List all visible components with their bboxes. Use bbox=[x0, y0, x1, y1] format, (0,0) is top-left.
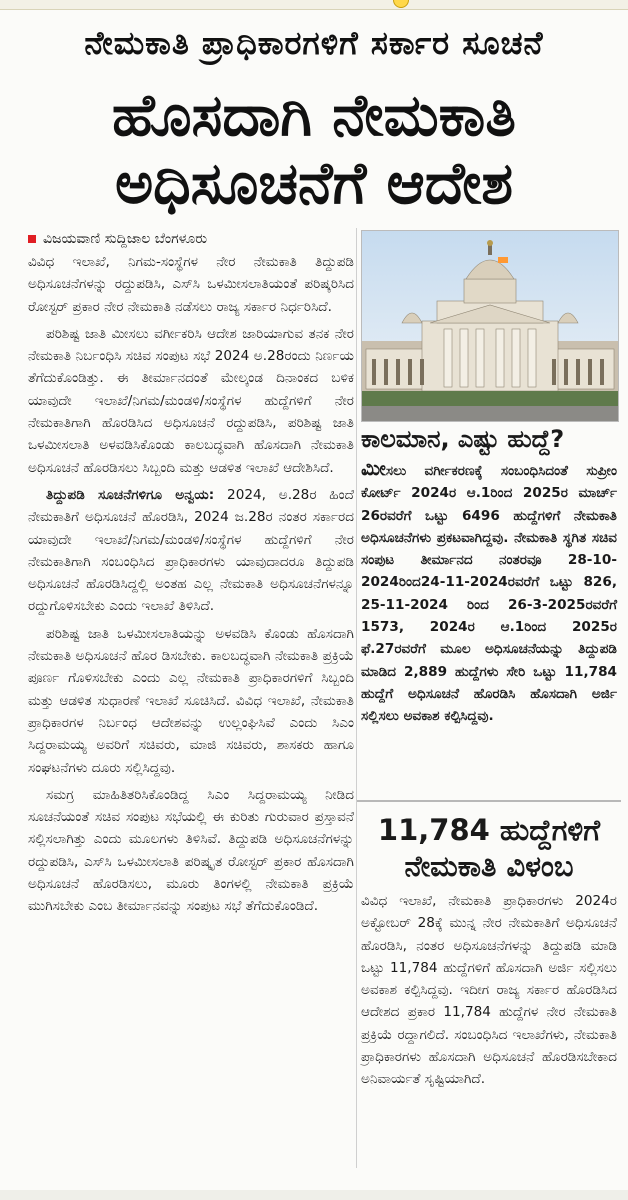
column-divider bbox=[356, 228, 357, 1168]
previous-article-strip bbox=[0, 0, 628, 10]
kicker-headline: ನೇಮಕಾತಿ ಪ್ರಾಧಿಕಾರಗಳಿಗೆ ಸರ್ಕಾರ ಸೂಚನೆ bbox=[84, 24, 544, 62]
page-bottom-edge bbox=[0, 1190, 628, 1200]
strip-marker-icon bbox=[393, 0, 409, 8]
sidebar-paragraph-text: ಸಲು ವರ್ಗೀಕರಣಕ್ಕೆ ಸಂಬಂಧಿಸಿದಂತೆ ಸುಪ್ರೀಂ ಕೋರ್ಟ್ 2024ರ ಆ.1ರಿಂದ 2025ರ ಮಾರ್ಚ್ 26ರವರೆಗೆ ಒಟ್ಟು 6496 ಹುದ್ದೆಗಳಿಗೆ ನೇಮಕಾತಿ ಅಧಿಸೂಚನೆಗಳು ಪ್ರಕಟವಾಗಿದ್ದವು. ನೇಮಕಾತಿ ಸ್ಥಗಿತ ಸಚಿವ ಸಂಪುಟ ತೀರ್ಮಾನದ ನಂತರವೂ 28-10-2024ರಿಂದ24-11-2024ರವರೆಗೆ ಒಟ್ಟು 826, 25-11-2024 ರಿಂದ 26-3-2025ರವರೆಗೆ 1573, 2024ರ ಆ.1ರಿಂದ 2025ರ ಫೆ.27ರವರೆಗೆ ಮೂಲ ಅಧಿಸೂಚನೆಯನ್ನು ತಿದ್ದುಪಡಿ ಮಾಡಿದ 2,889 ಹುದ್ದೆಗಳು ಸೇರಿ ಒಟ್ಟು 11,784 ಹುದ್ದೆಗೆ ಅಧಿಸೂಚನೆ ಹೊರಡಿಸಿ ಹೊಸದಾಗಿ ಅರ್ಜಿ ಸಲ್ಲಿಸಲು ಅವಕಾಶ ಕಲ್ಪಿಸಿದ್ದವು. bbox=[361, 463, 617, 725]
sidebar-separator bbox=[357, 800, 621, 802]
sidebar-delay-text bbox=[361, 890, 617, 1096]
main-headline-line-1: ಹೊಸದಾಗಿ ನೇಮಕಾತಿ bbox=[112, 81, 516, 149]
vidhana-soudha-photo bbox=[361, 230, 619, 422]
sidebar-heading-timeline: ಕಾಲಮಾನ, ಎಷ್ಟು ಹುದ್ದೆ? bbox=[361, 425, 565, 453]
sidebar-heading-line-1: 11,784 ಹುದ್ದೆಗಳಿಗೆ bbox=[377, 813, 601, 847]
sidebar-paragraph: ವಿವಿಧ ಇಲಾಖೆ, ನೇಮಕಾತಿ ಪ್ರಾಧಿಕಾರಗಳು 2024ರ ಅಕ್ಟೋಬರ್ 28ಕ್ಕೆ ಮುನ್ನ ನೇರ ನೇಮಕಾತಿಗೆ ಅಧಿಸೂಚನೆ ಹೊರಡಿಸಿ, ನಂತರ ಅಧಿಸೂಚನೆಗಳನ್ನು ತಿದ್ದುಪಡಿ ಮಾಡಿ ಒಟ್ಟು 11,784 ಹುದ್ದೆಗಳಿಗೆ ಹೊಸದಾಗಿ ಅರ್ಜಿ ಸಲ್ಲಿಸಲು ಅವಕಾಶ ಕಲ್ಪಿಸಿದ್ದವು. ಇದೀಗ ರಾಜ್ಯ ಸರ್ಕಾರ ಹೊರಡಿಸಿದ ಆದೇಶದ ಪ್ರಕಾರ 11,784 ಹುದ್ದೆಗಳ ನೇರ ನೇಮಕಾತಿ ಪ್ರಕ್ರಿಯೆ ರದ್ದಾಗಲಿದೆ. ಸಂಬಂಧಿಸಿದ ಇಲಾಖೆಗಳು, ನೇಮಕಾತಿ ಪ್ರಾಧಿಕಾರಗಳು ಹೊಸದಾಗಿ ಅಧಿಸೂಚನೆ ಹೊರಡಿಸಬೇಕಾದ ಅನಿವಾರ್ಯತೆ ಸೃಷ್ಟಿಯಾಗಿದೆ. bbox=[361, 893, 617, 1088]
drop-cap: ಮೀ bbox=[361, 456, 386, 480]
byline bbox=[28, 228, 354, 250]
article-paragraph: ಸಮಗ್ರ ಮಾಹಿತಿತರಿಸಿಕೊಂಡಿದ್ದ ಸಿಎಂ ಸಿದ್ದರಾಮಯ್ಯ ನೀಡಿದ ಸೂಚನೆಯಂತೆ ಸಚಿವ ಸಂಪುಟ ಸಭೆಯಲ್ಲಿ ಈ ಕುರಿತು ಗುರುವಾರ ಪ್ರಸ್ತಾವನೆ ಸಲ್ಲಿಸಲಾಗಿತ್ತು ಎಂದು ಮೂಲಗಳು ತಿಳಿಸಿವೆ. ತಿದ್ದುಪಡಿ ಅಧಿಸೂಚನೆಗಳನ್ನು ರದ್ದುಪಡಿಸಿ, ಎಸ್‌ಸಿ ಒಳಮೀಸಲಾತಿ ಪರಿಷ್ಕೃತ ರೋಸ್ಟರ್ ಪ್ರಕಾರ ಹೊಸದಾಗಿ ಅಧಿಸೂಚನೆ ಹೊರಡಿಸಲು, ಮೂರು ತಿಂಗಳಲ್ಲಿ ನೇಮಕಾತಿ ಪ್ರಕ್ರಿಯೆ ಮುಗಿಸಬೇಕು ಎಂಬ ತೀರ್ಮಾನವನ್ನು ಸಂಪುಟ ಸಭೆ ತೆಗೆದುಕೊಂಡಿದೆ. bbox=[28, 786, 354, 915]
article-paragraph: ಪರಿಶಿಷ್ಟ ಜಾತಿ ಮೀಸಲು ವರ್ಗೀಕರಿಸಿ ಆದೇಶ ಜಾರಿಯಾಗುವ ತನಕ ನೇರ ನೇಮಕಾತಿ ನಿರ್ಬಂಧಿಸಿ ಸಚಿವ ಸಂಪುಟ ಸಭೆ 2024 ಅ.28ರಂದು ನಿರ್ಣಯ ತೆಗೆದುಕೊಂಡಿತ್ತು. ಈ ತೀರ್ಮಾನದಂತೆ ಮೇಲ್ಕಂಡ ದಿನಾಂಕದ ಬಳಿಕ ಯಾವುದೇ ಇಲಾಖೆ/ನಿಗಮ/ಮಂಡಳಿ/ಸಂಸ್ಥೆಗಳ ಹುದ್ದೆಗಳಿಗೆ ನೇರ ನೇಮಕಾತಿಗಾಗಿ ಹೊರಡಿಸಿದ ಅಧಿಸೂಚನೆ ರದ್ದುಪಡಿಸಿ, ಪರಿಶಿಷ್ಟ ಜಾತಿ ಒಳಮೀಸಲಾತಿ ಅಳವಡಿಸಿಕೊಂಡು ಕಾಲಬದ್ಧವಾಗಿ ಹೊಸದಾಗಿ ನೇಮಕಾತಿ ಅಧಿಸೂಚನೆ ಹೊರಡಿಸಲು ಸಿಬ್ಬಂದಿ ಮತ್ತು ಆಡಳಿತ ಇಲಾಖೆ ಆದೇಶಿಸಿದೆ. bbox=[28, 325, 354, 476]
red-square-icon bbox=[28, 235, 36, 243]
subhead-inline: ತಿದ್ದುಪಡಿ ಸೂಚನೆಗಳಿಗೂ ಅನ್ವಯ: bbox=[46, 486, 215, 503]
sidebar-heading-delay bbox=[361, 812, 617, 884]
byline-text: ವಿಜಯವಾಣಿ ಸುದ್ದಿಜಾಲ ಬೆಂಗಳೂರು bbox=[43, 231, 208, 247]
sidebar-timeline-text bbox=[361, 457, 617, 733]
sidebar-paragraph bbox=[361, 457, 617, 728]
sidebar-heading-line-2: ನೇಮಕಾತಿ ವಿಳಂಬ bbox=[404, 849, 574, 883]
article-paragraph: ವಿವಿಧ ಇಲಾಖೆ, ನಿಗಮ-ಸಂಸ್ಥೆಗಳ ನೇರ ನೇಮಕಾತಿ ತಿದ್ದುಪಡಿ ಅಧಿಸೂಚನೆಗಳನ್ನು ರದ್ದುಪಡಿಸಿ, ಎಸ್‌ಸಿ ಒಳಮೀಸಲಾತಿಯಂತೆ ಪರಿಷ್ಕರಿಸಿದ ರೋಸ್ಟರ್ ಪ್ರಕಾರ ನೇರ ನೇಮಕಾತಿ ನಡೆಸಲು ರಾಜ್ಯ ಸರ್ಕಾರ ನಿರ್ಧರಿಸಿದೆ. bbox=[28, 254, 354, 315]
main-headline-line-2: ಅಧಿಸೂಚನೆಗೆ ಆದೇಶ bbox=[114, 149, 514, 217]
paragraph-text: 2024, ಅ.28ರ ಹಿಂದೆ ನೇಮಕಾತಿಗೆ ಅಧಿಸೂಚನೆ ಹೊರಡಿಸಿ, 2024 ಜ.28ರ ನಂತರ ಸರ್ಕಾರದ ಯಾವುದೇ ಇಲಾಖೆ/ನಿಗಮ/ಮಂಡಳಿ/ಸಂಸ್ಥೆಗಳ ಹುದ್ದೆಗಳಿಗೆ ನೇರ ನೇಮಕಾತಿಗಾಗಿ ಸಂಬಂಧಿಸಿದ ಪ್ರಾಧಿಕಾರಗಳು ಯಾವುದಾದರೂ ತಿದ್ದುಪಡಿ ಅಧಿಸೂಚನೆ ಹೊರಡಿಸಿದ್ದಲ್ಲಿ ಅಂತಹ ಎಲ್ಲ ನೇಮಕಾತಿ ಅಧಿಸೂಚನೆಗಳನ್ನೂ ರದ್ದುಗೊಳಿಸಬೇಕು ಎಂದು ಇಲಾಖೆ ತಿಳಿಸಿದೆ. bbox=[28, 486, 354, 615]
article-paragraph bbox=[28, 484, 354, 618]
main-article-column bbox=[28, 228, 354, 923]
article-paragraph: ಪರಿಶಿಷ್ಟ ಜಾತಿ ಒಳಮೀಸಲಾತಿಯನ್ನು ಅಳವಡಿಸಿ ಕೊಂಡು ಹೊಸದಾಗಿ ನೇಮಕಾತಿ ಅಧಿಸೂಚನೆ ಹೊರ ಡಿಸಬೇಕು. ಕಾಲಬದ್ಧವಾಗಿ ನೇಮಕಾತಿ ಪ್ರಕ್ರಿಯೆ ಪೂರ್ಣ ಗೊಳಿಸಬೇಕು ಎಂದು ಎಲ್ಲ ನೇಮಕಾತಿ ಪ್ರಾಧಿಕಾರಗಳಿಗೆ ಸಿಬ್ಬಂದಿ ಮತ್ತು ಆಡಳಿತ ಸುಧಾರಣೆ ಇಲಾಖೆ ಸೂಚಿಸಿದೆ. ವಿವಿಧ ಇಲಾಖೆ, ನೇಮಕಾತಿ ಪ್ರಾಧಿಕಾರಗಳ ನಿರ್ಬಂಧ ಆದೇಶವನ್ನು ಉಲ್ಲಂಘಿಸಿವೆ ಎಂದು ಸಿಎಂ ಸಿದ್ದರಾಮಯ್ಯ ಅವರಿಗೆ ಸಚಿವರು, ಮಾಜಿ ಸಚಿವರು, ಶಾಸಕರು ಹಾಗೂ ಸಂಘಟನೆಗಳು ದೂರು ಸಲ್ಲಿಸಿದ್ದವು. bbox=[28, 625, 354, 776]
